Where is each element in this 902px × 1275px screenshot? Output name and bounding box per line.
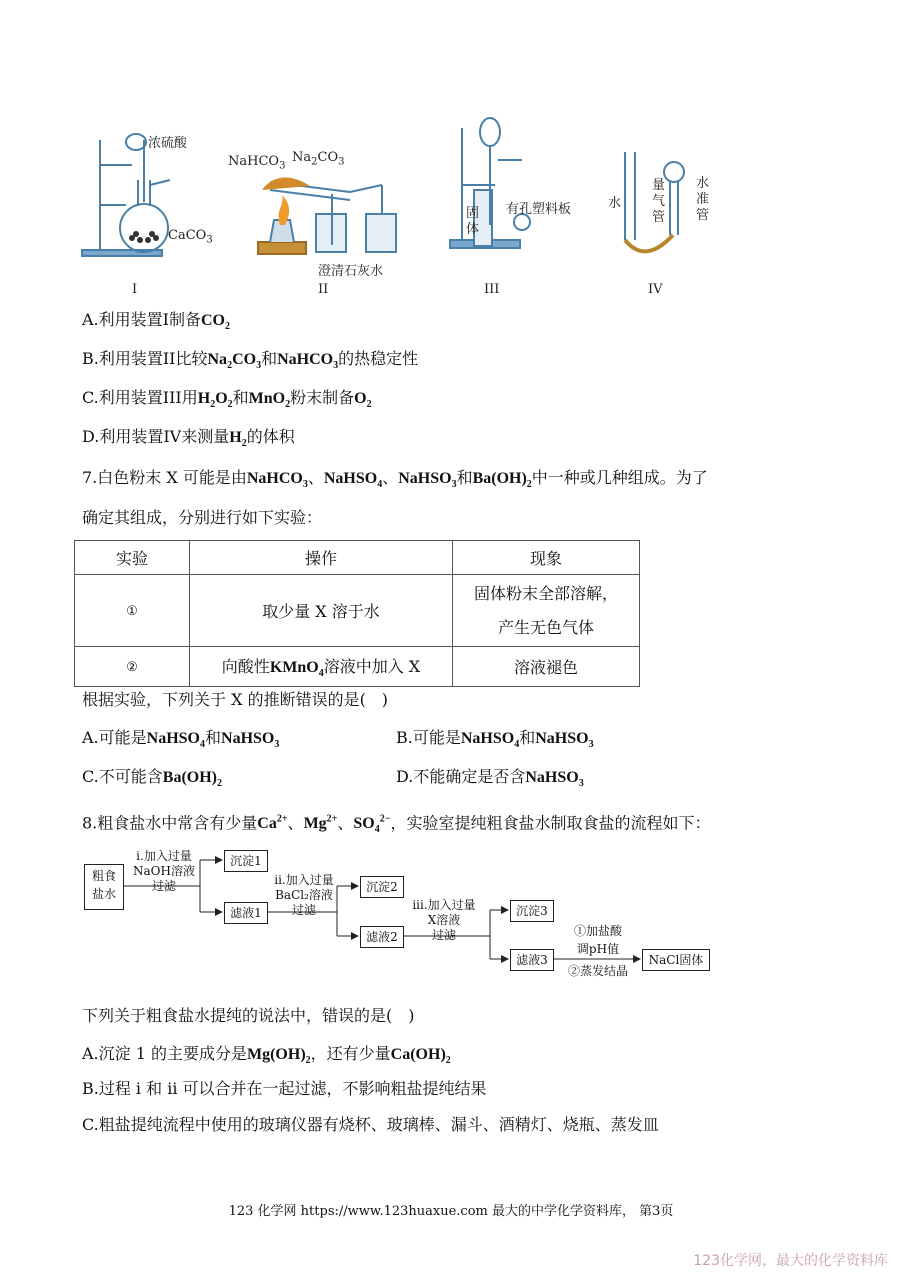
nahco3-text: NaHCO — [228, 154, 280, 169]
exp-no-2 — [75, 647, 190, 687]
sep2: 、 — [382, 468, 399, 487]
q7-and: 和 — [456, 468, 473, 487]
flow-step2 — [266, 873, 342, 918]
q8-stem-pre: 8.粗食盐水中常含有少量 — [82, 813, 258, 833]
co2-text: CO — [200, 312, 225, 329]
label-level-tube: 水准管 — [696, 176, 710, 223]
q6-d-chem: $H_2$ — [229, 429, 247, 450]
ion-mg-text: Mg — [303, 815, 327, 833]
q6-b-chem2: NaHCO$_3$ — [277, 351, 339, 372]
q7-c1: NaHCO$_3$ — [246, 470, 308, 491]
label-nahco3: NaHCO$_3$ — [228, 154, 286, 172]
q6-b-text: B.利用装置II比较 — [82, 349, 208, 368]
table-header-row — [75, 541, 640, 575]
q7-d-chem: NaHSO$_3$ — [525, 769, 584, 790]
label-limewater: 澄清石灰水 — [318, 264, 384, 279]
experiment-table — [74, 540, 640, 687]
q7-option-b — [396, 726, 594, 757]
q6-a-text: A.利用装置I制备 — [82, 310, 201, 329]
q8-option-c: C.粗盐提纯流程中使用的玻璃仪器有烧杯、玻璃棒、漏斗、酒精灯、烧瓶、蒸发皿 — [82, 1115, 659, 1134]
step1-l2: NaOH溶液 — [133, 864, 195, 878]
exp-obs-2: 溶液褪色 — [453, 647, 640, 687]
flow-nacl-solid: NaCl固体 — [642, 949, 710, 971]
exp-obs-1 — [453, 575, 640, 647]
ion-ca-text: Ca — [257, 815, 277, 833]
flow-ppt3: 沉淀3 — [510, 900, 554, 922]
flow-step4 — [558, 922, 638, 980]
ion-mg: $Mg^{2+}$ — [303, 814, 338, 833]
roman-2: II — [318, 282, 329, 297]
exp-no-1-circle: ① — [126, 604, 138, 619]
flow-filtrate2: 滤液2 — [360, 926, 404, 948]
exp-no-2-circle: ② — [126, 660, 138, 675]
flowchart — [82, 846, 742, 986]
label-water: 水 — [608, 196, 622, 211]
header-operation: 操作 — [190, 541, 453, 575]
q7-b-text: B.可能是 — [396, 728, 461, 747]
q7-a-c2: NaHSO$_3$ — [221, 730, 280, 751]
q6-option-c — [82, 386, 372, 417]
watermark: 123化学网，最大的化学资料库 — [693, 1253, 888, 1269]
kmno4-text: KMnO — [269, 658, 319, 676]
q6-b-end: 的热稳定性 — [338, 349, 419, 368]
step3-l3: 过滤 — [431, 928, 456, 942]
mno2-text: MnO — [248, 390, 286, 407]
crude-l1: 粗食 — [91, 869, 116, 883]
q7-stem-line1 — [82, 466, 708, 497]
ion-so4-text: SO — [353, 815, 375, 833]
header-experiment: 实验 — [75, 541, 190, 575]
q8-stem: 8.粗食盐水中常含有少量$Ca^{2+}$、$Mg^{2+}$、$SO_4^{2-}$，实验室提纯粗食盐水制取食盐的流程如下： — [82, 813, 711, 836]
ion-so4: $SO_4^{2-}$ — [353, 814, 391, 836]
flow-step3 — [406, 898, 482, 943]
step3-l1: iii.加入过量 — [412, 898, 476, 912]
step2-l3: 过滤 — [291, 903, 316, 917]
step2-l2: BaCl₂溶液 — [275, 888, 333, 902]
na-text: Na — [207, 351, 228, 368]
table-row — [75, 575, 640, 647]
q7-c4: $Ba(OH)_2$ — [472, 470, 532, 491]
a-nahso4: NaHSO — [146, 730, 200, 747]
flow-crude-brine — [84, 864, 124, 910]
h2o2-text: H — [197, 390, 211, 407]
q6-option-d — [82, 425, 295, 456]
q7-a-text: A.可能是 — [82, 728, 147, 747]
q7-option-d — [396, 765, 584, 796]
q6-d-text: D.利用装置IV来测量 — [82, 427, 230, 446]
q6-option-a — [82, 308, 230, 339]
q7-question: 根据实验，下列关于 X 的推断错误的是( ) — [82, 690, 389, 709]
step4-l1: ①加盐酸 — [573, 924, 622, 938]
q8-question: 下列关于粗食盐水提纯的说法中，错误的是( ) — [82, 1006, 415, 1025]
q8-a-mid: ，还有少量 — [310, 1044, 391, 1063]
c1-text: NaHCO — [246, 470, 303, 487]
label-caco3: CaCO$_3$ — [168, 228, 213, 246]
label-conc-h2so4: 浓硫酸 — [148, 136, 188, 151]
q6-d-end: 的体积 — [246, 427, 295, 446]
nahco-text: NaHCO — [277, 351, 334, 368]
h2-text: H — [229, 429, 242, 446]
op2-pre: 向酸性 — [221, 656, 270, 676]
q8-option-b: B.过程 i 和 ii 可以合并在一起过滤，不影响粗盐提纯结果 — [82, 1079, 487, 1098]
op2-post: 溶液中加入 X — [323, 656, 421, 676]
caco3-text: CaCO — [168, 228, 207, 243]
q7-c2: NaHSO$_4$ — [323, 470, 383, 491]
crude-l2: 盐水 — [91, 887, 116, 901]
step3-l2: X溶液 — [427, 913, 461, 927]
q7-b-and: 和 — [519, 728, 536, 747]
q8-stem-post: ，实验室提纯粗食盐水制取食盐的流程如下： — [390, 813, 711, 833]
step1-l3: 过滤 — [151, 879, 176, 893]
ion-ca: $Ca^{2+}$ — [257, 814, 288, 833]
c2-text: NaHSO — [323, 470, 378, 487]
step2-l1: ii.加入过量 — [274, 873, 334, 887]
q6-c-chem2: MnO$_2$ — [248, 390, 291, 411]
header-phenomenon: 现象 — [453, 541, 640, 575]
flow-ppt2: 沉淀2 — [360, 876, 404, 898]
roman-3: III — [484, 282, 500, 297]
roman-4: IV — [648, 282, 663, 297]
q8-option-a — [82, 1042, 451, 1073]
label-perforated-plate: 有孔塑料板 — [506, 202, 572, 217]
q6-c-mid: 和 — [232, 388, 249, 407]
d-nahso3: NaHSO — [525, 769, 579, 786]
exp-op-2 — [190, 647, 453, 687]
q7-stem1-end: 中一种或几种组成。为了 — [531, 468, 708, 487]
exp-op-1: 取少量 X 溶于水 — [190, 575, 453, 647]
q6-option-b — [82, 347, 418, 378]
sep1: 、 — [307, 468, 324, 487]
kmno4: KMnO$_4$ — [269, 658, 324, 680]
exp-obs-1a: 固体粉末全部溶解， — [473, 583, 618, 603]
c3-text: NaHSO — [398, 470, 452, 487]
q6-a-chem: $CO_2$ — [200, 312, 230, 333]
q7-b-c2: NaHSO$_3$ — [535, 730, 594, 751]
label-solid: 固体 — [466, 206, 480, 237]
flow-filtrate1: 滤液1 — [224, 902, 268, 924]
c-ba: Ba — [162, 769, 182, 786]
q6-b-mid: 和 — [261, 349, 278, 368]
q7-c3: NaHSO$_3$ — [398, 470, 457, 491]
step4-l2: 调pH值 — [576, 942, 620, 956]
flow-ppt1: 沉淀1 — [224, 850, 268, 872]
q6-c-text: C.利用装置III用 — [82, 388, 198, 407]
flow-step1 — [126, 849, 202, 894]
q8-a-ca: $Ca(OH)_2$ — [390, 1046, 451, 1067]
q8-a-mg: $Mg(OH)_2$ — [247, 1046, 311, 1067]
q6-b-chem1: $Na_2CO_3$ — [207, 351, 262, 372]
mgoh-text: Mg(OH) — [247, 1046, 306, 1063]
q7-c-text: C.不可能含 — [82, 767, 163, 786]
q7-stem-line2: 确定其组成，分别进行如下实验： — [82, 508, 323, 527]
q6-c-chem3: $O_2$ — [354, 390, 372, 411]
label-na2co3: $Na_2CO_3$ — [292, 150, 345, 168]
step1-l1: i.加入过量 — [136, 849, 192, 863]
step4-l3: ②蒸发结晶 — [567, 964, 628, 978]
c4-text: Ba — [472, 470, 492, 487]
q7-c-chem: $Ba(OH)_2$ — [162, 769, 222, 790]
exp-no-1 — [75, 575, 190, 647]
b-nahso3: NaHSO — [535, 730, 589, 747]
roman-1: I — [132, 282, 138, 297]
label-gas-tube: 量气管 — [652, 178, 666, 225]
q8-a-pre: A.沉淀 1 的主要成分是 — [82, 1044, 247, 1063]
q6-c-mid2: 粉末制备 — [290, 388, 355, 407]
exp-obs-1b: 产生无色气体 — [497, 617, 594, 637]
caoh-text: Ca(OH) — [390, 1046, 446, 1063]
a-nahso3: NaHSO — [221, 730, 275, 747]
na2co3-text: Na — [292, 150, 312, 165]
q7-d-text: D.不能确定是否含 — [396, 767, 526, 786]
q7-option-a — [82, 726, 279, 757]
table-row — [75, 647, 640, 687]
q7-stem1: 7.白色粉末 X 可能是由 — [82, 468, 247, 487]
page-footer: 123 化学网 https://www.123huaxue.com 最大的中学化学资料库， 第3页 — [228, 1204, 674, 1219]
flow-filtrate3: 滤液3 — [510, 949, 554, 971]
q7-a-c1: NaHSO$_4$ — [146, 730, 205, 751]
b-nahso4: NaHSO — [460, 730, 515, 747]
q7-option-c — [82, 765, 222, 796]
o2-text: O — [354, 390, 367, 407]
apparatus-figure — [70, 110, 750, 300]
q7-b-c1: NaHSO$_4$ — [460, 730, 520, 751]
q6-c-chem1: $H_2O_2$ — [197, 390, 233, 411]
q7-a-and: 和 — [205, 728, 222, 747]
